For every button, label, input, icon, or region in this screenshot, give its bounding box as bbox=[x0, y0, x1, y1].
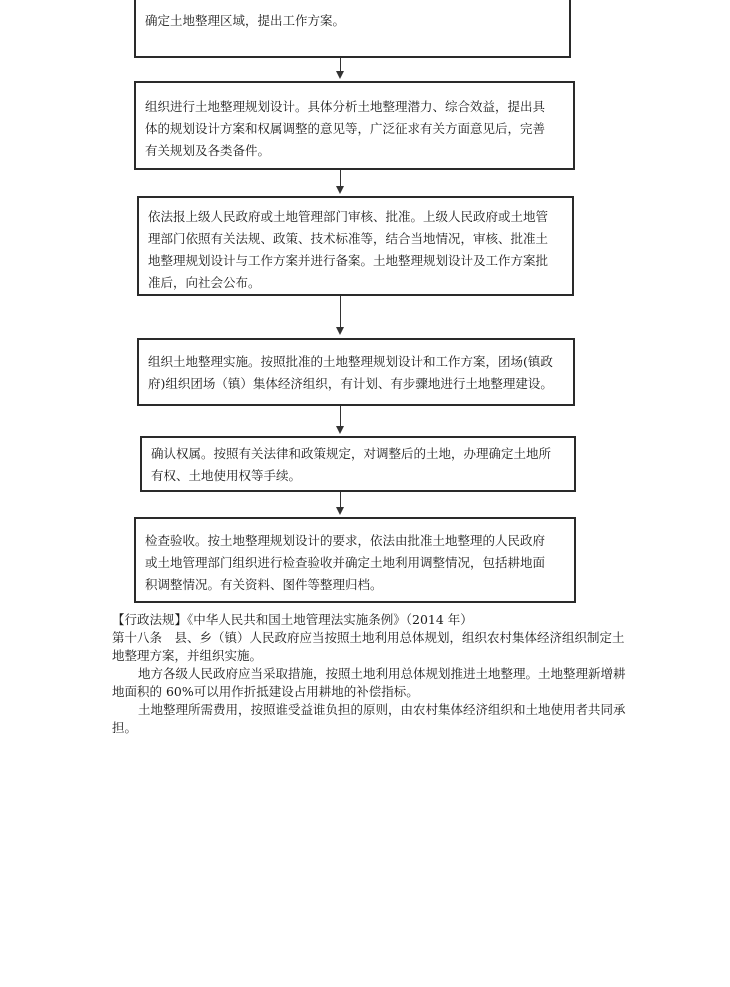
flow-step-2-line-3: 有关规划及各类备件。 bbox=[145, 143, 271, 158]
arrow-3-4-head bbox=[336, 327, 344, 335]
flow-step-3-line-2: 理部门依照有关法规、政策、技术标准等，结合当地情况，审核、批准土 bbox=[148, 231, 549, 246]
flow-step-2-line-2: 体的规划设计方案和权属调整的意见等，广泛征求有关方面意见后，完善 bbox=[145, 121, 546, 136]
article-18-paragraph: 第十八条 县、乡（镇）人民政府应当按照土地利用总体规划，组织农村集体经济组织制定土地整理方案，并组织实施。 bbox=[112, 630, 625, 663]
flow-step-6-line-3: 积调整情况。有关资料、图件等整理归档。 bbox=[145, 577, 383, 592]
flow-step-6-line-2: 或土地管理部门组织进行检查验收并确定土地利用调整情况，包括耕地面 bbox=[145, 555, 546, 570]
flow-step-3-line-3: 地整理规划设计与工作方案并进行备案。土地整理规划设计及工作方案批 bbox=[148, 253, 549, 268]
arrow-5-6-head bbox=[336, 507, 344, 515]
arrow-4-5 bbox=[340, 406, 341, 427]
flow-step-4-line-1: 组织土地整理实施。按照批准的土地整理规划设计和工作方案，团场(镇政 bbox=[148, 354, 553, 369]
flow-step-1 bbox=[134, 0, 571, 58]
flow-step-5 bbox=[140, 436, 576, 492]
flow-step-2-line-1: 组织进行土地整理规划设计。具体分析土地整理潜力、综合效益，提出具 bbox=[145, 99, 546, 114]
arrow-4-5-head bbox=[336, 426, 344, 434]
flow-step-3-line-4: 准后，向社会公布。 bbox=[148, 275, 261, 290]
regulation-section bbox=[112, 611, 632, 737]
flow-step-6 bbox=[134, 517, 576, 603]
flow-step-5-line-1: 确认权属。按照有关法律和政策规定，对调整后的土地，办理确定土地所 bbox=[151, 446, 552, 461]
measures-paragraph: 地方各级人民政府应当采取措施，按照土地利用总体规划推进土地整理。土地整理新增耕地面积的 60%可以用作折抵建设占用耕地的补偿指标。 bbox=[112, 666, 626, 699]
flow-step-2 bbox=[134, 81, 575, 170]
flow-step-4-line-2: 府)组织团场（镇）集体经济组织，有计划、有步骤地进行土地整理建设。 bbox=[148, 376, 553, 391]
flow-step-3 bbox=[137, 196, 574, 296]
flow-step-5-line-2: 有权、土地使用权等手续。 bbox=[151, 468, 302, 483]
flow-step-4 bbox=[137, 338, 575, 406]
flow-step-6-line-1: 检查验收。按土地整理规划设计的要求，依法由批准土地整理的人民政府 bbox=[145, 533, 546, 548]
flow-step-1-line-1: 确定土地整理区域，提出工作方案。 bbox=[145, 13, 346, 28]
regulation-heading: 【行政法规】《中华人民共和国土地管理法实施条例》（2014 年） bbox=[112, 612, 473, 627]
arrow-5-6 bbox=[340, 492, 341, 508]
flow-step-3-line-1: 依法报上级人民政府或土地管理部门审核、批准。上级人民政府或土地管 bbox=[148, 209, 549, 224]
arrow-1-2-head bbox=[336, 71, 344, 79]
arrow-2-3-head bbox=[336, 186, 344, 194]
arrow-2-3 bbox=[340, 170, 341, 187]
arrow-3-4 bbox=[340, 296, 341, 328]
costs-paragraph: 土地整理所需费用，按照谁受益谁负担的原则，由农村集体经济组织和土地使用者共同承担。 bbox=[112, 702, 626, 735]
arrow-1-2 bbox=[340, 58, 341, 72]
